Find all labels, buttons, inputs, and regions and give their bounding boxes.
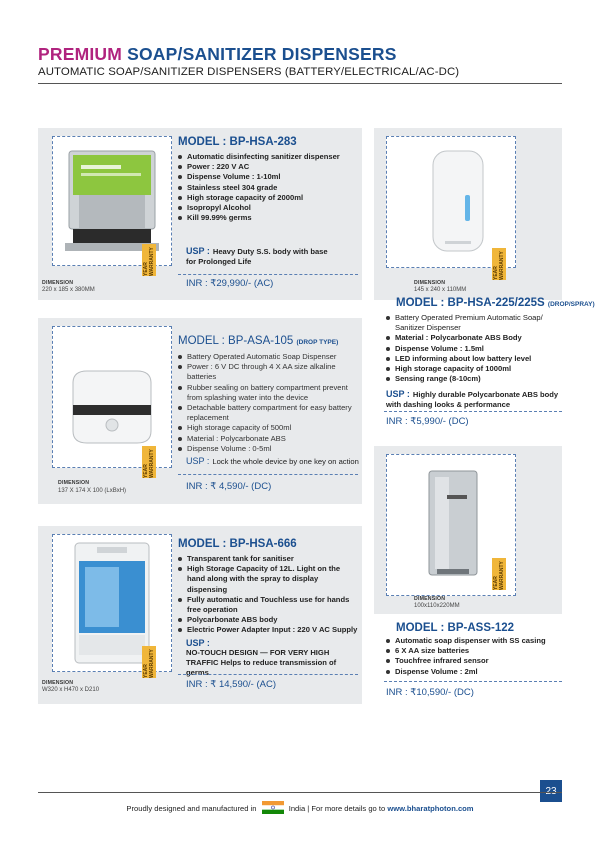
feature-item: Electric Power Adapter Input : 220 V AC Supply <box>178 625 360 635</box>
model-name: MODEL : BP-HSA-666 <box>178 538 297 550</box>
feature-item: High Storage Capacity of 12L. Light on the hand along with the spray to display dispensing <box>178 564 360 595</box>
usp-label: USP : <box>186 456 210 466</box>
product-details <box>178 538 360 636</box>
feature-item: Stainless steel 304 grade <box>178 183 358 193</box>
feature-item: High storage capacity of 1000ml <box>386 364 562 374</box>
feature-item: High storage capacity of 2000ml <box>178 193 358 203</box>
feature-item: Battery Operated Premium Automatic Soap/ Sanitizer Dispenser <box>386 313 562 333</box>
product-card-hsa-283 <box>38 128 362 300</box>
usp-text: NO-TOUCH DESIGN — FOR VERY HIGH TRAFFIC Helps to reduce transmission of germs <box>186 648 337 677</box>
page-number: 23 <box>540 780 562 802</box>
usp-block <box>186 246 336 267</box>
product-card-hsa-666 <box>38 526 362 704</box>
feature-list <box>386 636 562 677</box>
dimension-value: 145 x 240 x 110MM <box>414 287 467 293</box>
usp-block <box>186 456 360 467</box>
feature-item: Automatic disinfecting sanitizer dispenser <box>178 152 358 162</box>
website-link[interactable]: www.bharatphoton.com <box>387 804 474 813</box>
page-title <box>38 44 397 65</box>
price-divider <box>178 474 358 475</box>
feature-item: Sensing range (8-10cm) <box>386 374 562 384</box>
feature-item: Battery Operated Automatic Soap Dispenser <box>178 352 360 362</box>
feature-item: Polycarbonate ABS body <box>178 615 360 625</box>
feature-list <box>178 554 360 636</box>
feature-item: Rubber sealing on battery compartment prevent from splashing water into the device <box>178 383 360 403</box>
feature-item: Automatic soap dispenser with SS casing <box>386 636 562 646</box>
usp-block <box>186 638 344 678</box>
product-card-asa-105 <box>38 318 362 504</box>
feature-item: LED informing about low battery level <box>386 354 562 364</box>
usp-text: Heavy Duty S.S. body with base for Prolonged Life <box>186 247 328 266</box>
feature-item: Transparent tank for sanitiser <box>178 554 360 564</box>
product-details <box>178 352 360 454</box>
warranty-text: YEAR WARRANTY <box>143 247 155 276</box>
feature-item: Power : 220 V AC <box>178 162 358 172</box>
footer-divider <box>38 792 562 793</box>
page-subtitle: AUTOMATIC SOAP/SANITIZER DISPENSERS (BATTERY/ELECTRICAL/AC-DC) <box>38 66 460 78</box>
warranty-badge <box>492 558 506 590</box>
price: INR : ₹10,590/- (DC) <box>386 687 474 698</box>
usp-label: USP : <box>386 389 410 399</box>
model-name: MODEL : BP-ASS-122 <box>396 622 515 634</box>
dimension-label: DIMENSION <box>414 596 446 602</box>
feature-item: Material : Polycarbonate ABS <box>178 434 360 444</box>
product-details <box>386 636 562 677</box>
feature-item: Fully automatic and Touchless use for hands free operation <box>178 595 360 615</box>
feature-item: High storage capacity of 500ml <box>178 423 360 433</box>
product-card-hsa-225 <box>374 128 562 300</box>
dimension-value: W320 x H470 x D210 <box>42 687 100 693</box>
feature-list <box>386 313 562 384</box>
warranty-text: YEAR WARRANTY <box>143 649 155 678</box>
usp-text: Lock the whole device by one key on action <box>212 457 359 466</box>
price-divider <box>384 411 562 412</box>
model-suffix: (DROP TYPE) <box>296 339 339 346</box>
feature-list <box>178 152 358 223</box>
dimension-value: 100x110x220MM <box>414 603 460 609</box>
feature-item: 6 X AA size batteries <box>386 646 562 656</box>
price-divider <box>178 274 358 275</box>
dimension-value: 220 x 185 x 380MM <box>42 287 95 293</box>
model-name <box>396 297 595 309</box>
model-name: MODEL : BP-HSA-283 <box>178 136 297 148</box>
product-details <box>178 136 358 223</box>
model-name <box>178 335 338 347</box>
footer-text-before: Proudly designed and manufactured in <box>126 804 257 813</box>
usp-label: USP : <box>186 246 210 256</box>
feature-item: Detachable battery compartment for easy battery replacement <box>178 403 360 423</box>
price: INR : ₹ 4,590/- (DC) <box>186 481 272 492</box>
feature-item: Kill 99.99% germs <box>178 213 358 223</box>
model-name-text: MODEL : BP-ASA-105 <box>178 335 294 347</box>
price-divider <box>178 674 358 675</box>
model-suffix: (DROP/SPRAY) <box>547 301 595 308</box>
feature-item: Dispense Volume : 1.5ml <box>386 344 562 354</box>
dimension-value: 137 X 174 X 100 (LxBxH) <box>58 488 127 494</box>
feature-item: Dispense Volume : 0-5ml <box>178 444 360 454</box>
feature-list <box>178 352 360 454</box>
footer-text-after: India | For more details go to <box>288 804 386 813</box>
header-divider <box>38 83 562 84</box>
price: INR : ₹29,990/- (AC) <box>186 278 274 289</box>
warranty-badge <box>142 446 156 478</box>
dimension-label: DIMENSION <box>58 480 90 486</box>
usp-label: USP : <box>186 638 210 648</box>
price: INR : ₹5,990/- (DC) <box>386 416 469 427</box>
title-premium: PREMIUM <box>38 44 123 64</box>
usp-block <box>386 389 562 410</box>
feature-item: Dispense Volume : 1-10ml <box>178 172 358 182</box>
feature-item: Dispense Volume : 2ml <box>386 667 562 677</box>
dimension-label: DIMENSION <box>42 280 74 286</box>
product-card-ass-122 <box>374 446 562 614</box>
warranty-text: YEAR WARRANTY <box>143 449 155 478</box>
price: INR : ₹ 14,590/- (AC) <box>186 679 276 690</box>
feature-item: Material : Polycarbonate ABS Body <box>386 333 562 343</box>
warranty-text: YEAR WARRANTY <box>493 561 505 590</box>
warranty-badge <box>142 646 156 678</box>
title-rest: SOAP/SANITIZER DISPENSERS <box>127 44 397 64</box>
warranty-text: YEAR WARRANTY <box>493 251 505 280</box>
model-name-text: MODEL : BP-HSA-225/225S <box>396 297 545 309</box>
feature-item: Power : 6 V DC through 4 X AA size alkaline batteries <box>178 362 360 382</box>
india-flag-icon <box>262 801 284 814</box>
usp-text: Highly durable Polycarbonate ABS body with dashing looks & performance <box>386 390 559 409</box>
warranty-badge <box>142 244 156 276</box>
dimension-label: DIMENSION <box>42 680 74 686</box>
warranty-badge <box>492 248 506 280</box>
footer <box>0 801 600 814</box>
dimension-label: DIMENSION <box>414 280 446 286</box>
price-divider <box>384 681 562 682</box>
product-details <box>386 313 562 384</box>
feature-item: Touchfree infrared sensor <box>386 656 562 666</box>
feature-item: Isopropyl Alcohol <box>178 203 358 213</box>
